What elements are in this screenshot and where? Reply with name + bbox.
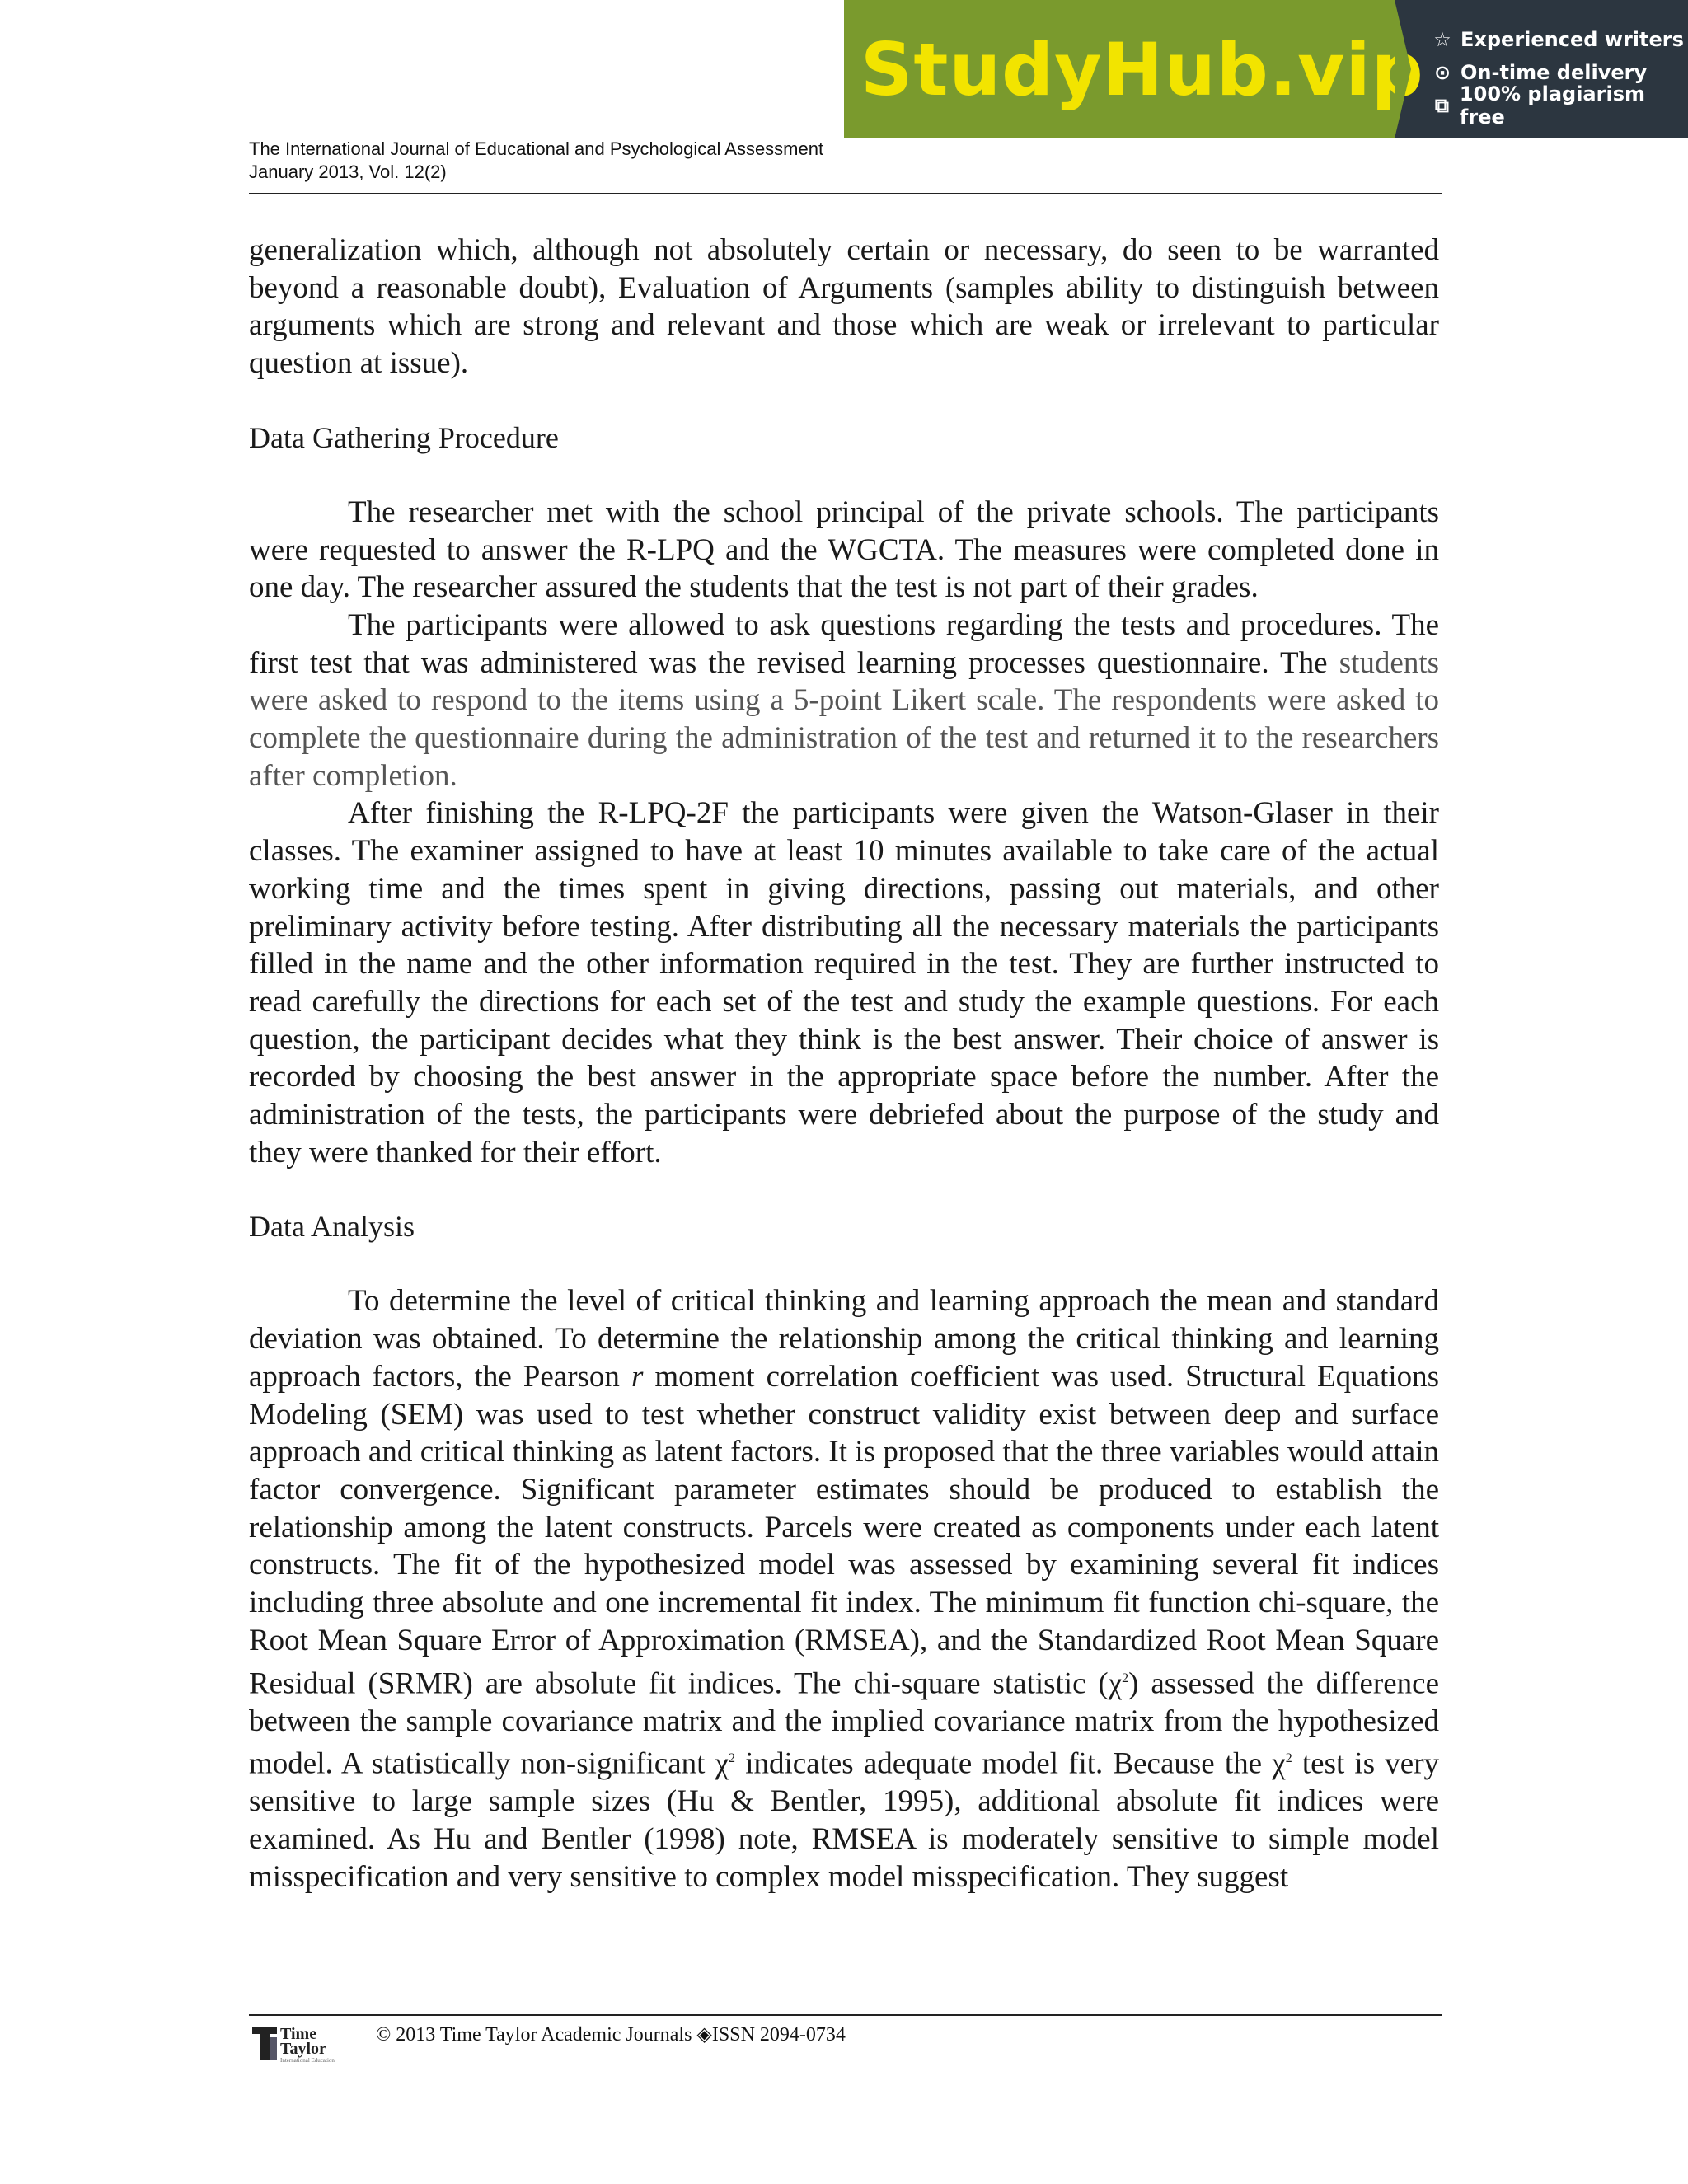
publisher-logo: [249, 2021, 364, 2064]
logo-tagline: International Education: [280, 2057, 335, 2064]
logo-word-time: Time: [280, 2025, 317, 2043]
paragraph: [249, 607, 1439, 795]
journal-title: The International Journal of Educational and Psychological Assessment: [249, 138, 824, 159]
feature-item: [1431, 23, 1688, 56]
paragraph-text: To determine the level of critical thinking and learning approach the mean and standard deviation was obtained. To determine the relationship among the critical thinking and learning approach factors, the Pearson: [249, 1284, 1439, 1394]
pearson-r: r: [631, 1359, 644, 1394]
journal-issue: January 2013, Vol. 12(2): [249, 162, 447, 182]
paragraph: [249, 1282, 1439, 1896]
paragraph-text: test is very sensitive to large sample sizes (Hu & Bentler, 1995), additional absolute fit indices were examined. As Hu and Bentler (1998) note, RMSEA is moderately sensitive to simple model misspecification and very sensitive to complex model misspecification. They suggest: [249, 1746, 1440, 1894]
feature-label: Experienced writers: [1461, 28, 1684, 51]
superscript: 2: [729, 1751, 736, 1766]
paragraph-text: The participants were allowed to ask questions regarding the tests and procedures. The first test that was administered was the revised learning processes questionnaire. The: [249, 607, 1439, 680]
feature-item: [1431, 82, 1688, 129]
diamond-icon: ◈: [696, 2024, 712, 2046]
paragraph: After finishing the R-LPQ-2F the participants were given the Watson-Glaser in their classes. The examiner assigned to have at least 10 minutes available to take care of the actual working time and the times spent in giving directions, passing out materials, and other preliminary activity before testing. After distributing all the necessary materials the participants filled in the name and the other information required in the test. They are further instructed to read carefully the directions for each set of the test and study the example questions. For each question, the participant decides what they think is the best answer. Their choice of answer is recorded by choosing the best answer in the appropriate space before the number. After the administration of the tests, the participants were debriefed about the purpose of the study and they were thanked for their effort.: [249, 796, 1439, 1169]
superscript: 2: [1122, 1671, 1129, 1685]
footer-copyright: [376, 2022, 846, 2047]
intro-paragraph: generalization which, although not absolutely certain or necessary, do seen to be warranted beyond a reasonable doubt), Evaluation of Arguments (samples ability to distinguish between arguments which are strong and relevant and those which are weak or irrelevant to particular question at issue).: [249, 233, 1439, 381]
chi-symbol: χ: [1108, 1666, 1123, 1700]
paragraph-text: moment correlation coefficient was used. Structural Equations Modeling (SEM) was used to test whether construct validity exist between deep and surface approach and critical thinking as latent factors. It is proposed that the three variables would attain factor convergence. Significant parameter estimates should be produced to establish the relationship among the latent constructs. Parcels were created as components under each latent constructs. The fit of the hypothesized model was assessed by examining several fit indices including three absolute and one incremental fit index. The minimum fit function chi-square, the Root Mean Square Error of Approximation (RMSEA), and the Standardized Root Mean Square Residual (SRMR) are absolute fit indices. The chi-square statistic (: [249, 1359, 1440, 1700]
article-body: [249, 232, 1439, 1896]
issn-text: ISSN 2094-0734: [711, 2024, 846, 2046]
logo-word-taylor: Taylor: [280, 2040, 326, 2058]
feature-label: On-time delivery: [1461, 61, 1648, 84]
paragraph-text: students were asked to respond to the items using a 5-point Likert scale. The respondents were asked to complete the questionnaire during the administration of the test and returned it to the researchers after completion.: [249, 645, 1439, 793]
chi-symbol: χ: [1272, 1746, 1286, 1781]
running-header: [249, 138, 1442, 184]
section-heading-data-analysis: Data Analysis: [249, 1210, 415, 1244]
paragraph-text: indicates adequate model fit. Because the: [745, 1746, 1263, 1781]
star-icon: ☆: [1433, 28, 1451, 51]
paragraph: The researcher met with the school principal of the private schools. The participants were requested to answer the R-LPQ and the WGCTA. The measures were completed done in one day. The researcher assured the students that the test is not part of their grades.: [249, 494, 1439, 605]
feature-list: [1395, 0, 1688, 138]
footer-divider: [249, 2014, 1442, 2016]
superscript: 2: [1285, 1751, 1292, 1766]
paragraph-text: ) assessed the difference between the sample covariance matrix and the implied covariance matrix from the hypothesized model. A statistically non-significant: [249, 1666, 1439, 1781]
header-divider: [249, 193, 1442, 194]
brand-name: StudyHub.vip: [860, 26, 1424, 112]
feature-label: 100% plagiarism free: [1459, 82, 1645, 129]
promo-banner[interactable]: [844, 0, 1688, 138]
section-heading-data-gathering: Data Gathering Procedure: [249, 420, 559, 454]
clock-icon: ⊙: [1433, 61, 1451, 84]
chi-symbol: χ: [715, 1746, 729, 1781]
brand-logo[interactable]: [844, 0, 1424, 138]
copyright-text: © 2013 Time Taylor Academic Journals: [376, 2024, 692, 2046]
copy-icon: ⧉: [1434, 94, 1450, 117]
